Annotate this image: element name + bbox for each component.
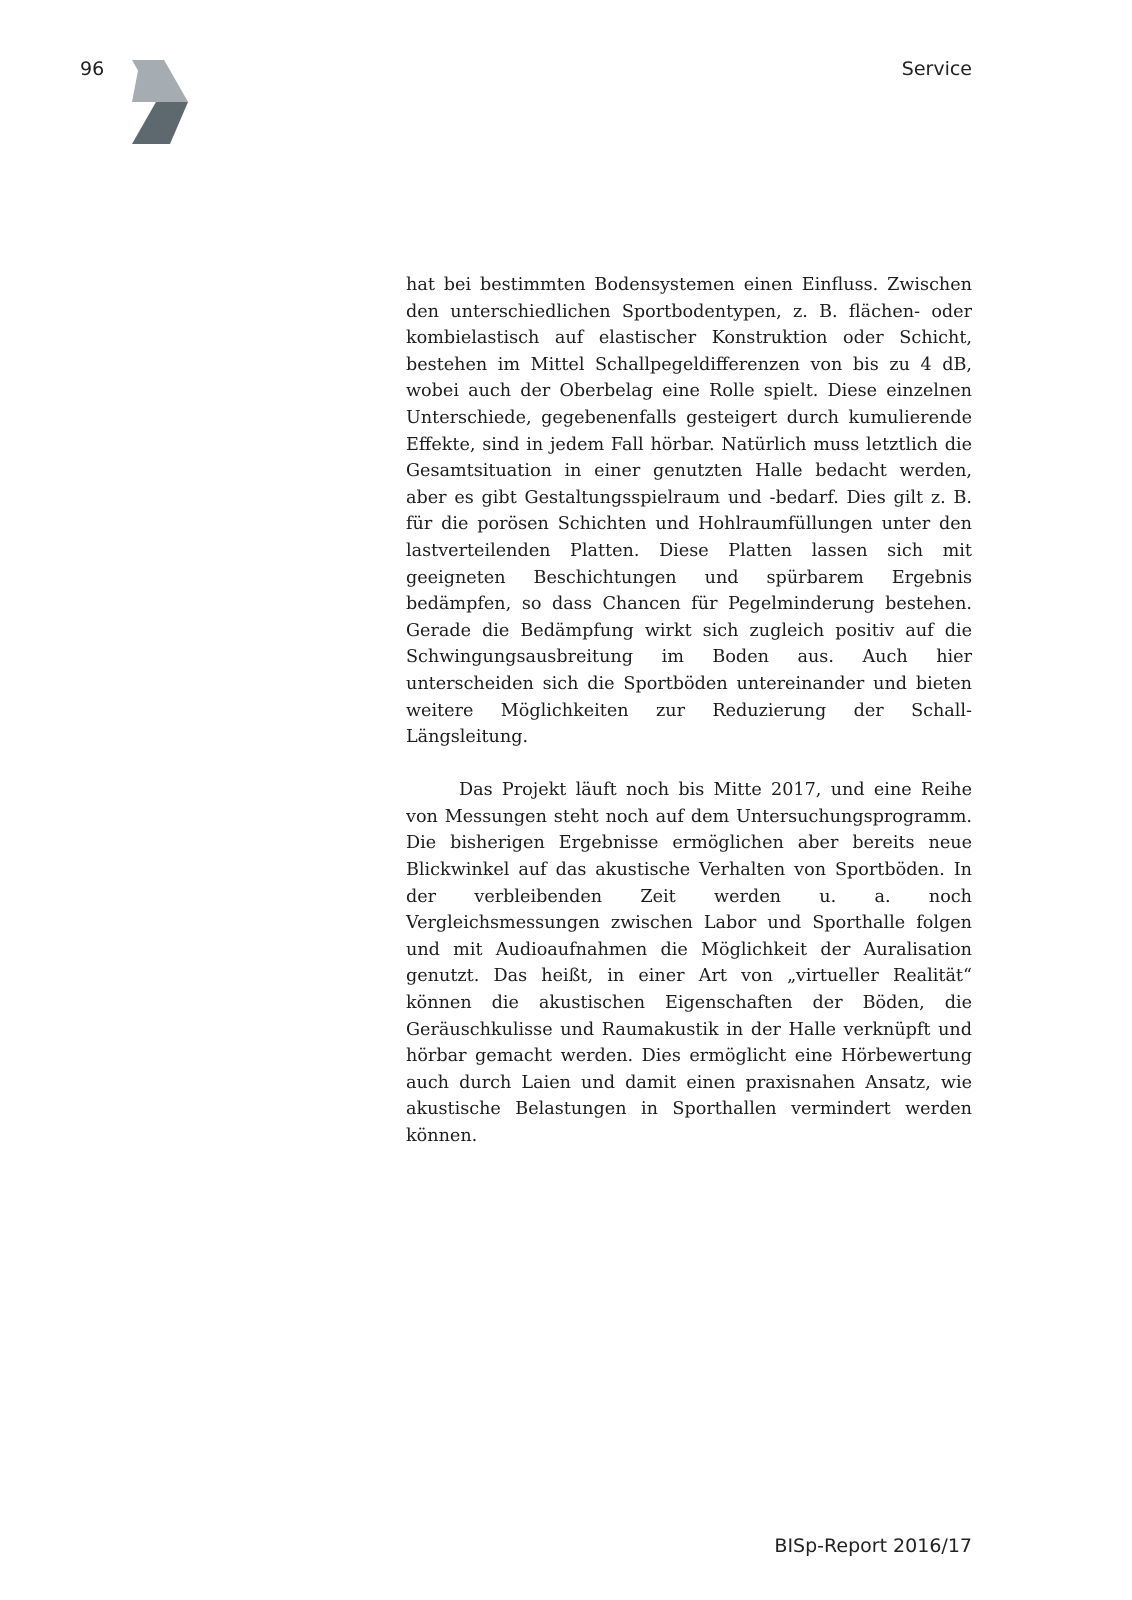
section-title: Service [901, 58, 972, 80]
footer-report-label: BISp-Report 2016/17 [774, 1535, 972, 1557]
paragraph: Das Projekt läuft noch bis Mitte 2017, und eine Reihe von Messungen steht noch auf dem Untersuchungsprogramm. Die bisherigen Ergebnisse ermöglichen aber bereits neue Blickwinkel auf das akustische Verhalten von Sportböden. In der verbleibenden Zeit werden u. a. noch Vergleichsmessungen zwischen Labor und Sporthalle folgen und mit Audioaufnahmen die Möglichkeit der Auralisation genutzt. Das heißt, in einer Art von „virtueller Realität“ können die akustischen Eigenschaften der Böden, die Geräuschkulisse und Raumakustik in der Halle verknüpft und hörbar gemacht werden. Dies ermöglicht eine Hörbewertung auch durch Laien und damit einen praxisnahen Ansatz, wie akustische Belastungen in Sporthallen vermindert werden können. [406, 780, 972, 1146]
article-body [406, 272, 972, 1150]
page-number: 96 [80, 58, 105, 80]
chevron-lower-face [132, 102, 188, 144]
paragraph: hat bei bestimmten Bodensystemen einen Einfluss. Zwischen den unterschiedlichen Sportbodentypen, z. B. flächen- oder kombielastisch auf elastischer Konstruktion oder Schicht, bestehen im Mittel Schallpegeldifferenzen von bis zu 4 dB, wobei auch der Oberbelag eine Rolle spielt. Diese einzelnen Unterschiede, gegebenenfalls gesteigert durch kumulierende Effekte, sind in jedem Fall hörbar. Natürlich muss letztlich die Gesamtsituation in einer genutzten Halle bedacht werden, aber es gibt Gestaltungsspielraum und -bedarf. Dies gilt z. B. für die porösen Schichten und Hohlraumfüllungen unter den lastverteilenden Platten. Diese Platten lassen sich mit geeigneten Beschichtungen und spürbarem Ergebnis bedämpfen, so dass Chancen für Pegelminderung bestehen. Gerade die Bedämpfung wirkt sich zugleich positiv auf die Schwingungsausbreitung im Boden aus. Auch hier unterscheiden sich die Sportböden untereinander und bieten weitere Möglichkeiten zur Reduzierung der Schall-Längsleitung. [406, 275, 972, 748]
chevron-right-icon [132, 60, 188, 144]
